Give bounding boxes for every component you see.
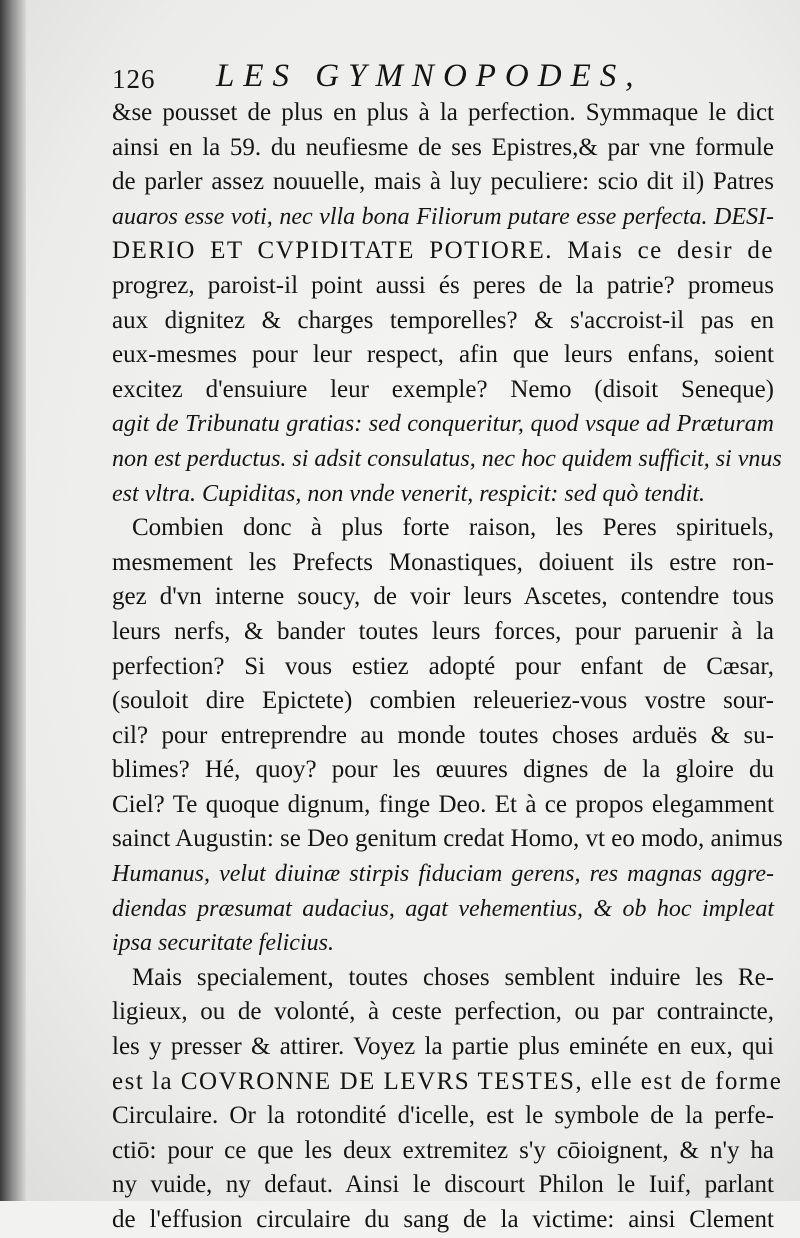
page-header <box>112 58 772 98</box>
page-gutter-shadow <box>0 0 26 1201</box>
text-line: DERIO ET CVPIDITATE POTIORE. Mais ce desir de <box>112 237 774 265</box>
text-line: cil? pour entreprendre au monde toutes choses arduës & su- <box>112 721 774 749</box>
text-line: gez d'vn interne soucy, de voir leurs Ascetes, contendre tous <box>112 583 774 611</box>
text-line: Humanus, velut diuinæ stirpis fiduciam gerens, res magnas aggre- <box>112 861 774 888</box>
text-line: ipsa securitate felicius. <box>112 930 334 957</box>
text-line: ctiō: pour ce que les deux extremitez s'y cōioignent, & n'y ha <box>112 1136 774 1164</box>
text-line: excitez d'ensuiure leur exemple? Nemo (disoit Seneque) <box>112 375 774 403</box>
text-line: leurs nerfs, & bander toutes leurs forces, pour paruenir à la <box>112 617 774 645</box>
text-line: Ciel? Te quoque dignum, finge Deo. Et à ce propos elegamment <box>112 790 774 818</box>
text-line: perfection? Si vous estiez adopté pour enfant de Cæsar, <box>112 652 774 680</box>
text-line: ligieux, ou de volonté, à ceste perfection, ou par contraincte, <box>112 998 774 1026</box>
body-text <box>112 96 783 1238</box>
text-line: blimes? Hé, quoy? pour les œuures dignes de la gloire du <box>112 756 774 784</box>
text-line: mesmement les Prefects Monastiques, doiuent ils estre ron- <box>112 548 774 576</box>
page-number: 126 <box>112 64 156 94</box>
text-line: ny vuide, ny defaut. Ainsi le discourt Philon le Iuif, parlant <box>112 1171 774 1199</box>
text-line: diendas præsumat audacius, agat vehementius, & ob hoc impleat <box>112 895 774 922</box>
text-line: Mais specialement, toutes choses semblent induire les Re- <box>132 963 774 991</box>
text-line: aux dignitez & charges temporelles? & s'accroist-il pas en <box>112 306 774 334</box>
text-line: les y presser & attirer. Voyez la partie plus eminéte en eux, qui <box>112 1033 774 1061</box>
text-line: de l'effusion circulaire du sang de la victime: ainsi Clement <box>112 1206 774 1233</box>
running-title: LES GYMNOPODES, <box>216 58 643 94</box>
text-line: ainsi en la 59. du neufiesme de ses Epistres,& par vne formule <box>112 133 774 161</box>
text-line: &se pousset de plus en plus à la perfection. Symmaque le dict <box>112 99 774 126</box>
text-line: sainct Augustin: se Deo genitum credat Homo, vt eo modo, animus <box>112 825 783 853</box>
text-line: de parler assez nouuelle, mais à luy peculiere: scio dit il) Patres <box>112 168 774 196</box>
text-line: Combien donc à plus forte raison, les Peres spirituels, <box>132 514 774 542</box>
text-line: est la COVRONNE DE LEVRS TESTES, elle est de forme <box>112 1067 783 1095</box>
text-line: eux-mesmes pour leur respect, afin que leurs enfans, soient <box>112 341 774 369</box>
text-line: progrez, paroist-il point aussi és peres de la patrie? promeus <box>112 271 774 299</box>
text-line: est vltra. Cupiditas, non vnde venerit, respicit: sed quò tendit. <box>112 480 706 507</box>
text-line: auaros esse voti, nec vlla bona Filiorum putare esse perfecta. DESI- <box>112 203 774 230</box>
text-line: (souloit dire Epictete) combien releueriez-vous vostre sour- <box>112 687 774 715</box>
text-line: Circulaire. Or la rotondité d'icelle, est le symbole de la perfe- <box>112 1102 774 1130</box>
text-line: non est perductus. si adsit consulatus, nec hoc quidem sufficit, si vnus <box>112 445 782 472</box>
text-line: agit de Tribunatu gratias: sed conqueritur, quod vsque ad Præturam <box>112 411 774 438</box>
